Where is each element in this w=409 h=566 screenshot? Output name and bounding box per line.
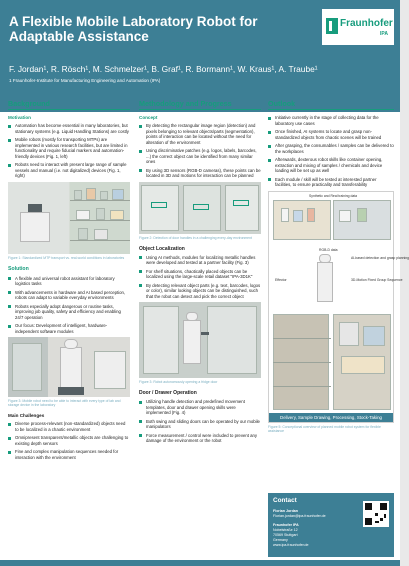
contact-country: Germany <box>273 538 288 542</box>
concept-title: Concept <box>139 115 158 120</box>
list-item: With advancements in hardware and AI based perception, robots can adapt to variable everyday environments <box>8 290 130 301</box>
training-data-label: Synthetic and Real training data <box>309 193 358 198</box>
authors: F. Jordan¹, R. Rösch¹, M. Schmelzer¹, B. Graf¹, R. Bormann¹, W. Kraus¹, A. Traube¹ <box>9 64 318 74</box>
list-item: Diverse process-relevant (non-standardized) objects need to be localized in a chaotic environment <box>8 421 130 432</box>
solution-list <box>8 276 130 335</box>
bottom-bar <box>0 560 400 566</box>
figure-3-caption: Figure 3: Robot autonomously opening a fridge door <box>139 380 218 384</box>
list-item: Mobile robots (mostly for transporting MTPs) are implemented in various research facilities, but are limited in functionality and require fiducial markers and automation-friendly devices (Fig. 1, left) <box>8 137 130 159</box>
list-item: By detecting the rectangular image region (detection) and pixels belonging to relevant objects/parts (segmentation), points of interaction can be located without the need for alteration of the environment <box>139 123 261 145</box>
figure-2-caption: Figure 2: Detection of door handles in a challenging every-day environment <box>139 235 252 240</box>
poster-title: A Flexible Mobile Laboratory Robot for Adaptable Assistance <box>9 14 258 44</box>
outlook-figure <box>268 191 409 423</box>
list-item: Robots need to interact with present large range of sample vessels and manual (i.e. not digitalized) devices (Fig. 1, right) <box>8 162 130 179</box>
figure-2-image <box>139 182 261 234</box>
outlook-column <box>268 99 409 439</box>
list-item: Both swing and sliding doors can be operated by our mobile manipulators <box>139 419 261 430</box>
robot-lab-caption: Figure 3: Mobile robot need to be able to interact with every type of lab and storage device in the laboratory <box>8 399 121 407</box>
contact-name: Florian Jordan <box>273 509 298 513</box>
localization-list <box>139 255 261 300</box>
door-title: Door / Drawer Operation <box>139 390 197 396</box>
localization-title: Object Localization <box>139 245 185 252</box>
contact-email[interactable]: Florian.jordan@ipa.fraunhofer.de <box>273 514 326 518</box>
qr-code-icon[interactable] <box>363 501 389 527</box>
list-item: Automation has become essential in many laboratories, but stationary systems (e.g. Liquid Handling Stations) are costly <box>8 123 130 134</box>
outlook-caption: Figure 5: Conceptional overview of planned mobile robot system for flexible assistance <box>268 424 381 433</box>
figure-1-image <box>8 182 130 254</box>
robot-lab-image <box>8 337 130 397</box>
list-item: Force measurement / control were included to prevent any damage of the environment or the robot <box>139 433 261 444</box>
list-item: A flexible and universal robot assistant for laboratory logistics tasks <box>8 276 130 287</box>
challenges-title: Main Challenges <box>8 413 45 418</box>
figure-1-caption: Figure 1: Standardized MTP transport vs. real-world conditions in laboratories <box>8 255 125 260</box>
list-item: Robots especially adopt dangerous or routine tasks, improving job quality, safety and efficiency and enabling 24/7 operation <box>8 304 130 321</box>
fraunhofer-logo-icon <box>326 18 338 34</box>
outlook-banner: Delivery, Sample Drawing, Processing, Stock-Taking <box>269 413 393 422</box>
rgbd-label: RGB-D data <box>319 247 338 252</box>
logo-name: Fraunhofer <box>340 18 393 29</box>
list-item: Initiative currently in the stage of collecting data for the laboratory use cases <box>268 115 394 126</box>
contact-org: Fraunhofer IPA <box>273 523 299 527</box>
contact-city: 70569 Stuttgart <box>273 533 298 537</box>
list-item: Fine and complex manipulation sequences needed for interaction with the environment <box>8 449 130 460</box>
grasp-label: AI-based detection and grasp planning <box>351 255 409 260</box>
solution-title: Solution <box>8 265 29 272</box>
list-item: Utilizing handle detection and predefined movement templates, door and drawer opening skills were implemented (Fig. 4) <box>139 399 261 416</box>
effector-label: Effector <box>275 277 287 282</box>
methodology-column <box>139 99 261 447</box>
list-item: Using discriminative patches (e.g. logos, labels, barcodes, ...) the correct object can be identified from many similar ones <box>139 148 261 165</box>
door-list <box>139 399 261 444</box>
list-item: By using 3D sensors (RGB-D cameras), these points can be located in 3D and motions for interaction can be planned <box>139 168 261 179</box>
contact-street: Nobelstraße 12 <box>273 528 298 532</box>
list-item: After grasping, the consumables / samples can be delivered to the workplaces <box>268 143 394 154</box>
contact-title: Contact <box>273 497 297 504</box>
methodology-title: Methodology and Progress <box>139 99 261 110</box>
figure-3-image <box>139 302 261 378</box>
affiliation: 1 Fraunhofer-Institute for Manufacturing Engineering and Automation (IPA) <box>9 78 161 83</box>
list-item: Once finished, AI systems to locate and grasp non-standardized objects from chaotic scenes will be trained <box>268 129 394 140</box>
motivation-title: Motivation <box>8 115 31 120</box>
list-item: Omnipresent transparent/metallic objects are challenging to existing depth sensors <box>8 435 130 446</box>
logo-sub: IPA <box>380 31 388 37</box>
outlook-list <box>268 115 394 188</box>
challenges-list <box>8 421 130 460</box>
list-item: Each module / skill will be tested at interested partner facilities, to ensure practicality and transferability <box>268 177 394 188</box>
fraunhofer-logo <box>322 9 394 45</box>
list-item: Our focus: Development of intelligent, hardware-independent software modules <box>8 323 130 334</box>
poster-header <box>0 0 400 112</box>
contact-web[interactable]: www.ipa.fraunhofer.de <box>273 543 309 547</box>
list-item: By detecting relevant object parts (e.g. text, barcodes, logos or color), similar looking objects can be distinguished, such that the robot can detect and pick the correct object <box>139 283 261 300</box>
list-item: Using AI methods, modules for localizing metallic handles were developed and tested at a partner facility (Fig. 3) <box>139 255 261 266</box>
background-column <box>8 99 130 463</box>
motion-label: 3D-Motion Fixed Group Sequence <box>351 277 403 282</box>
motivation-list <box>8 123 130 179</box>
background-title: Background <box>8 99 130 110</box>
concept-list <box>139 123 261 179</box>
contact-box <box>268 493 394 557</box>
list-item: Afterwards, dexterous robot skills like container opening, extraction and mixing of samples / chemicals and device loading will be set up as well <box>268 157 394 174</box>
list-item: For shelf situations, chaotically placed objects can be localized using the large-scale retail dataset "IPA-3D1K" <box>139 269 261 280</box>
outlook-title: Outlook <box>268 99 394 110</box>
